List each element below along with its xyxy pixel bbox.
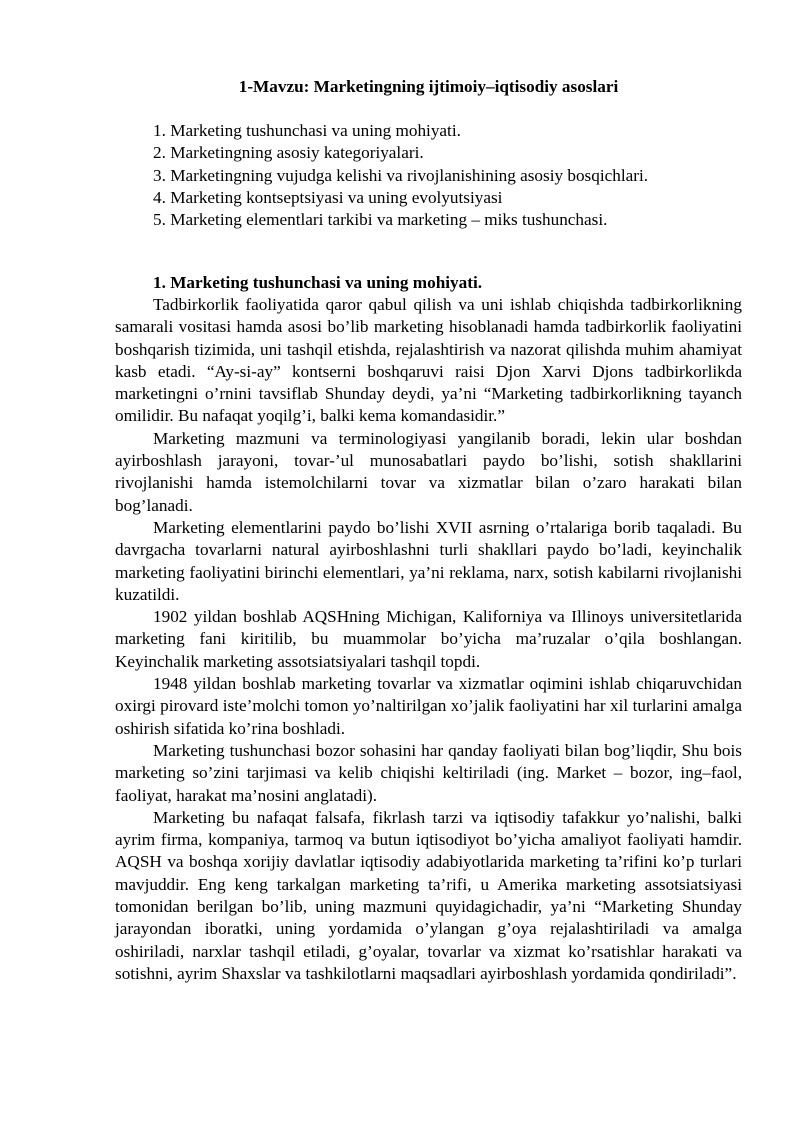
section-heading: 1. Marketing tushunchasi va uning mohiyati. [153,273,483,292]
paragraph: 1902 yildan boshlab AQSHning Michigan, Kaliforniya va Illinoys universitetlarida marketing fani kiritilib, bu muammolar bo’yicha ma’ruzalar o’qila boshlangan. Keyinchalik marketing assotsiatsiyalari tashqil topdi. [115,607,742,671]
outline-item: 1. Marketing tushunchasi va uning mohiyati. [153,121,461,140]
paragraph: Tadbirkorlik faoliyatida qaror qabul qilish va uni ishlab chiqishda tadbirkorlikning samarali vositasi hamda asosi bo’lib marketing hisoblanadi hamda tadbirkorlik faoliyatini boshqarish tizimida, uni tashqil etishda, rejalashtirish va nazorat qilishda muhim ahamiyat kasb etadi. “Ay-si-ay” kontserni boshqaruvi raisi Djon Xarvi Djons tadbirkorlikda marketingni o’rnini tavsiflab Shunday deydi, ya’ni “Marketing tadbirkorlikning tayanch omilidir. Bu nafaqat yoqilg’i, balki kema komandasidir.” [115,295,742,426]
paragraph: Marketing mazmuni va terminologiyasi yangilanib boradi, lekin ular boshdan ayirboshlash jarayoni, tovar-’ul munosabatlari paydo bo’lishi, sotish shakllarini rivojlanishi hamda istemolchilarni tovar va xizmatlar bilan o’zaro harakati bilan bog’lanadi. [115,428,742,515]
topic-outline [153,120,648,231]
paragraph: 1948 yildan boshlab marketing tovarlar va xizmatlar oqimini ishlab chiqaruvchidan oxirgi pirovard iste’molchi tomon yo’naltirilgan xo’jalik faoliyatini har xil turlarini amalga oshirish sifatida ko’rina boshladi. [115,674,742,738]
body-text [115,294,742,985]
paragraph: Marketing bu nafaqat falsafa, fikrlash tarzi va iqtisodiy tafakkur yo’nalishi, balki ayrim firma, kompaniya, tarmoq va butun iqtisodiyot bo’yicha amaliyot faoliyati hamdir. AQSH va boshqa xorijiy davlatlar iqtisodiy adabiyotlarida marketing ta’rifini ko’p turlari mavjuddir. Eng keng tarkalgan marketing ta’rifi, u Amerika marketing assotsiatsiyasi tomonidan berilgan bo’lib, uning mazmuni quyidagichadir, ya’ni “Marketing Shunday jarayondan iboratki, uning yordamida o’ylangan g’oya rejalashtiriladi va amalga oshiriladi, narxlar tashqil etiladi, g’oyalar, tovarlar va xizmat ko’rsatishlar harakati va sotishni, ayrim Shaxslar va tashkilotlarni maqsadlari ayirboshlash yordamida qondiriladi”. [115,807,742,983]
outline-item: 5. Marketing elementlari tarkibi va marketing – miks tushunchasi. [153,210,608,230]
outline-item: 2. Marketingning asosiy kategoriyalari. [153,143,424,163]
outline-item: 3. Marketingning vujudga kelishi va rivojlanishining asosiy bosqichlari. [153,165,649,185]
outline-item: 4. Marketing kontseptsiyasi va uning evolyutsiyasi [153,187,503,207]
paragraph: Marketing elementlarini paydo bo’lishi XVII asrning o’rtalariga borib taqaladi. Bu davrgacha tovarlarni natural ayirboshlashni turli shakllari paydo bo’ladi, keyinchalik marketing faoliyatini birinchi elementlari, ya’ni reklama, narx, sotish kabilarni rivojlanishi kuzatildi. [115,517,742,604]
paragraph: Marketing tushunchasi bozor sohasini har qanday faoliyati bilan bog’liqdir, Shu bois marketing so’zini tarjimasi va kelib chiqishi keltiriladi (ing. Market – bozor, ing–faol, faoliyat, harakat ma’nosini anglatadi). [115,740,742,805]
document-title: 1-Mavzu: Marketingning ijtimoiy–iqtisodiy asoslari [238,77,619,96]
